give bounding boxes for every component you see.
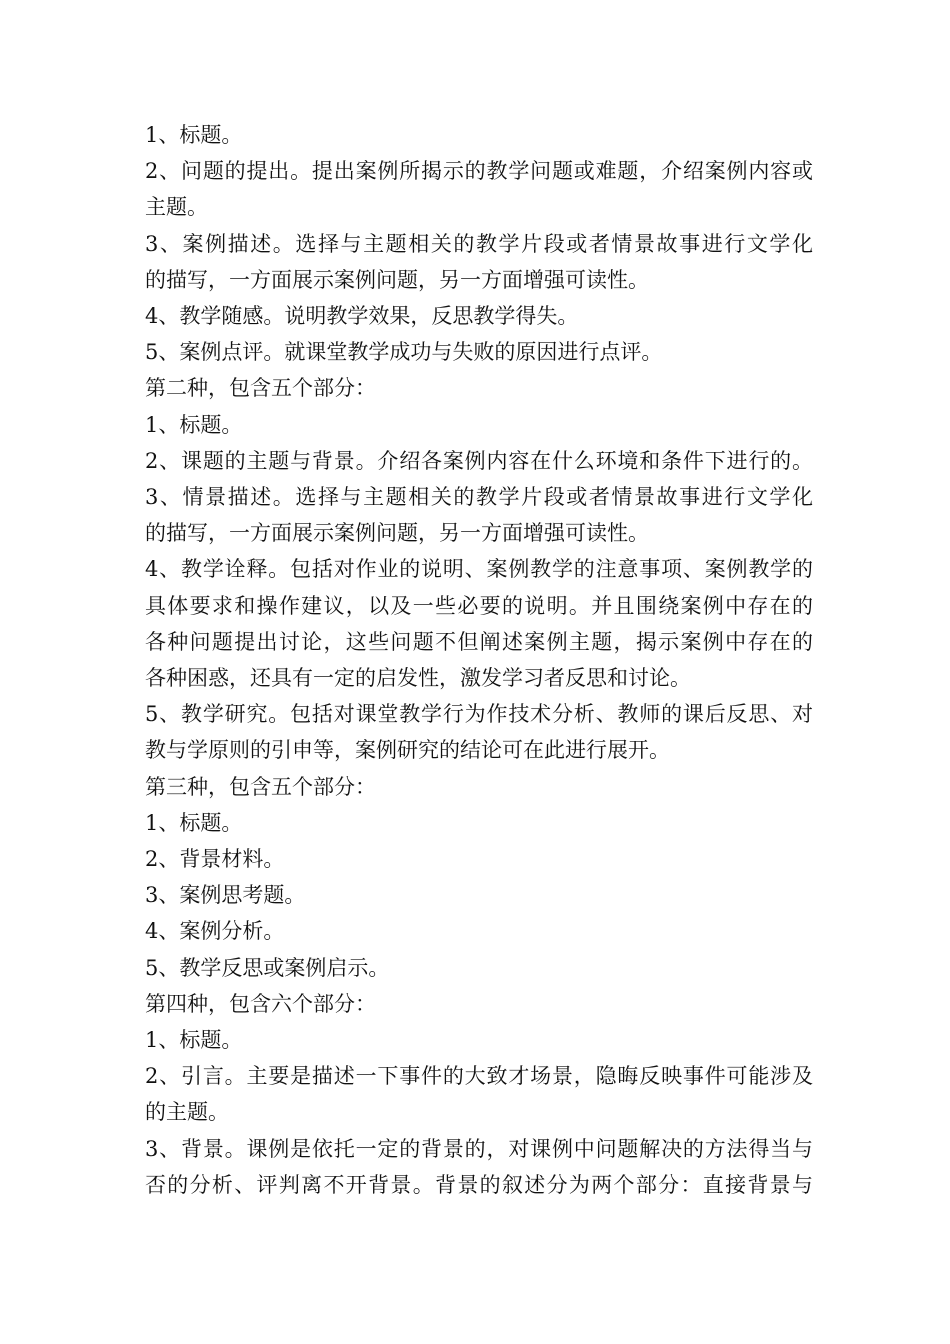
text-line: 各种问题提出讨论，这些问题不但阐述案例主题，揭示案例中存在的 <box>145 629 813 654</box>
text-line: 1、标题。 <box>145 1028 243 1053</box>
text-line: 4、案例分析。 <box>145 919 285 944</box>
text-line: 1、标题。 <box>145 810 243 835</box>
text-line: 的主题。 <box>145 1100 229 1125</box>
text-line: 的描写，一方面展示案例问题，另一方面增强可读性。 <box>145 521 649 546</box>
text-line: 教与学原则的引申等，案例研究的结论可在此进行展开。 <box>145 738 670 763</box>
text-line: 具体要求和操作建议，以及一些必要的说明。并且围绕案例中存在的 <box>145 593 813 618</box>
text-line: 3、案例思考题。 <box>145 883 306 908</box>
text-line: 2、背景材料。 <box>145 847 285 872</box>
text-line: 3、案例描述。选择与主题相关的教学片段或者情景故事进行文学化 <box>145 231 813 256</box>
text-line: 5、案例点评。就课堂教学成功与失败的原因进行点评。 <box>145 340 663 365</box>
text-line: 1、标题。 <box>145 412 243 437</box>
text-line: 2、问题的提出。提出案例所揭示的教学问题或难题，介绍案例内容或 <box>145 159 813 184</box>
text-line: 4、教学诠释。包括对作业的说明、案例教学的注意事项、案例教学的 <box>145 557 813 582</box>
text-line: 5、教学研究。包括对课堂教学行为作技术分析、教师的课后反思、对 <box>145 702 813 727</box>
text-line: 否的分析、评判离不开背景。背景的叙述分为两个部分：直接背景与 <box>145 1172 813 1197</box>
text-line: 主题。 <box>145 195 208 220</box>
section-heading: 第三种，包含五个部分： <box>145 774 376 799</box>
text-line: 2、引言。主要是描述一下事件的大致才场景，隐晦反映事件可能涉及 <box>145 1064 813 1089</box>
document-page <box>145 117 813 1203</box>
text-line: 2、课题的主题与背景。介绍各案例内容在什么环境和条件下进行的。 <box>145 448 813 473</box>
text-line: 4、教学随感。说明教学效果，反思教学得失。 <box>145 304 579 329</box>
text-line: 3、情景描述。选择与主题相关的教学片段或者情景故事进行文学化 <box>145 485 813 510</box>
section-heading: 第四种，包含六个部分： <box>145 991 376 1016</box>
section-heading: 第二种，包含五个部分： <box>145 376 376 401</box>
text-line: 各种困惑，还具有一定的启发性，激发学习者反思和讨论。 <box>145 666 691 691</box>
text-line: 的描写，一方面展示案例问题，另一方面增强可读性。 <box>145 267 649 292</box>
text-line: 1、标题。 <box>145 123 243 147</box>
text-line: 5、教学反思或案例启示。 <box>145 955 390 980</box>
text-line: 3、背景。课例是依托一定的背景的，对课例中问题解决的方法得当与 <box>145 1136 813 1161</box>
